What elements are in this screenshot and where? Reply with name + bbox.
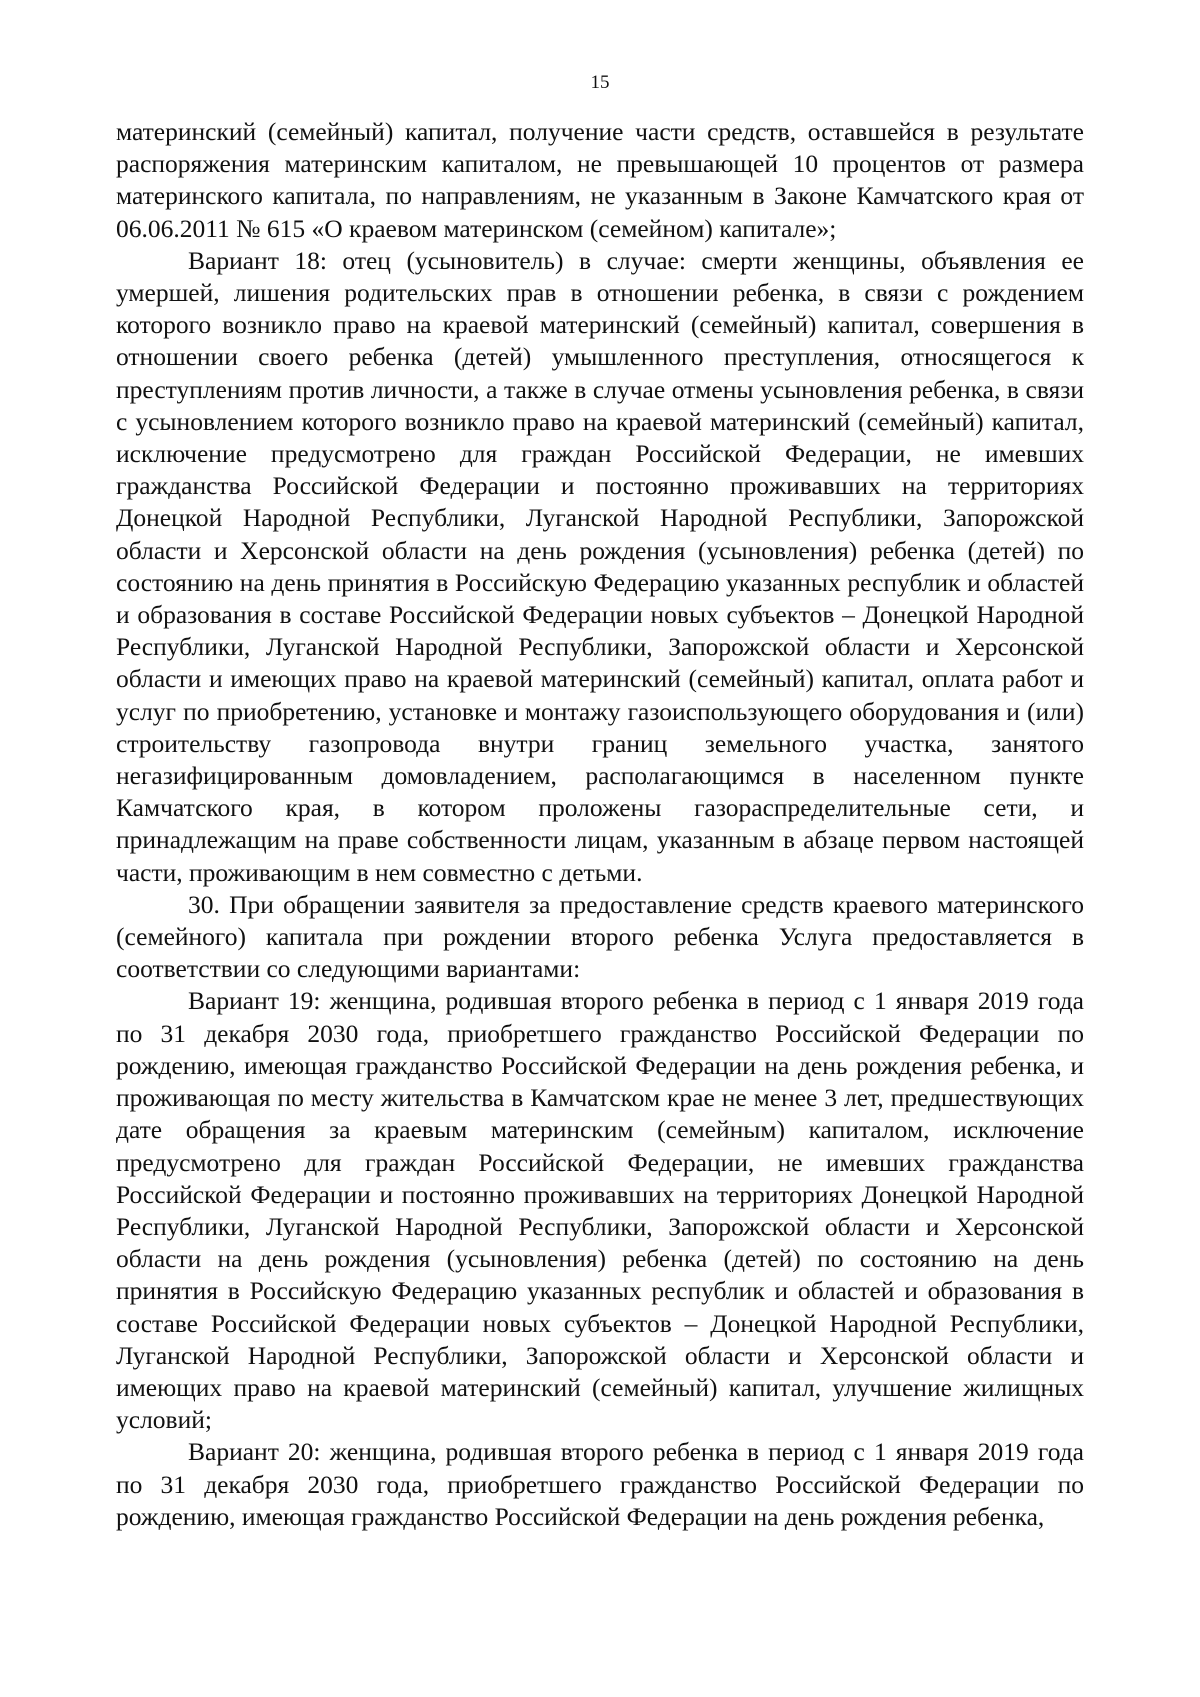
paragraph-variant-20: Вариант 20: женщина, родившая второго ребенка в период с 1 января 2019 года по 31 декабря 2030 года, приобретшего гражданство Российской Федерации по рождению, имеющая гражданство Российской Федерации на день рождения ребенка, bbox=[116, 1437, 1084, 1531]
paragraph-capital-directions: материнский (семейный) капитал, получение части средств, оставшейся в результате распоряжения материнским капиталом, не превышающей 10 процентов от размера материнского капитала, по направлениям, не указанным в Законе Камчатского края от 06.06.2011 № 615 «О краевом материнском (семейном) капитале»; bbox=[116, 117, 1084, 243]
paragraph-variant-18: Вариант 18: отец (усыновитель) в случае: смерти женщины, объявления ее умершей, лишения родительских прав в отношении ребенка, в связи с рождением которого возникло право на краевой материнский (семейный) капитал, совершения в отношении своего ребенка (детей) умышленного преступления, относящегося к преступлениям против личности, а также в случае отмены усыновления ребенка, в связи с усыновлением которого возникло право на краевой материнский (семейный) капитал, исключение предусмотрено для граждан Российской Федерации, не имевших гражданства Российской Федерации и постоянно проживавших на территориях Донецкой Народной Республики, Луганской Народной Республики, Запорожской области и Херсонской области на день рождения (усыновления) ребенка (детей) по состоянию на день принятия в Российскую Федерацию указанных республик и областей и образования в составе Российской Федерации новых субъектов – Донецкой Народной Республики, Луганской Народной Республики, Запорожской области и Херсонской области и имеющих право на краевой материнский (семейный) капитал, оплата работ и услуг по приобретению, установке и монтажу газоиспользующего оборудования и (или) строительству газопровода внутри границ земельного участка, занятого негазифицированным домовладением, располагающимся в населенном пункте Камчатского края, в котором проложены газораспределительные сети, и принадлежащим на праве собственности лицам, указанным в абзаце первом настоящей части, проживающим в нем совместно с детьми. bbox=[116, 245, 1084, 887]
paragraph-variant-19: Вариант 19: женщина, родившая второго ребенка в период с 1 января 2019 года по 31 декабря 2030 года, приобретшего гражданство Российской Федерации по рождению, имеющая гражданство Российской Федерации на день рождения ребенка, и проживающая по месту жительства в Камчатском крае не менее 3 лет, предшествующих дате обращения за краевым материнским (семейным) капиталом, исключение предусмотрено для граждан Российской Федерации, не имевших гражданства Российской Федерации и постоянно проживавших на территориях Донецкой Народной Республики, Луганской Народной Республики, Запорожской области и Херсонской области на день рождения (усыновления) ребенка (детей) по состоянию на день принятия в Российскую Федерацию указанных республик и областей и образования в составе Российской Федерации новых субъектов – Донецкой Народной Республики, Луганской Народной Республики, Запорожской области и Херсонской области и имеющих право на краевой материнский (семейный) капитал, улучшение жилищных условий; bbox=[116, 986, 1084, 1435]
document-body bbox=[116, 116, 1084, 1533]
paragraph-section-30: 30. При обращении заявителя за предоставление средств краевого материнского (семейного) капитала при рождении второго ребенка Услуга предоставляется в соответствии со следующими вариантами: bbox=[116, 889, 1084, 984]
page-number: 15 bbox=[590, 72, 610, 93]
